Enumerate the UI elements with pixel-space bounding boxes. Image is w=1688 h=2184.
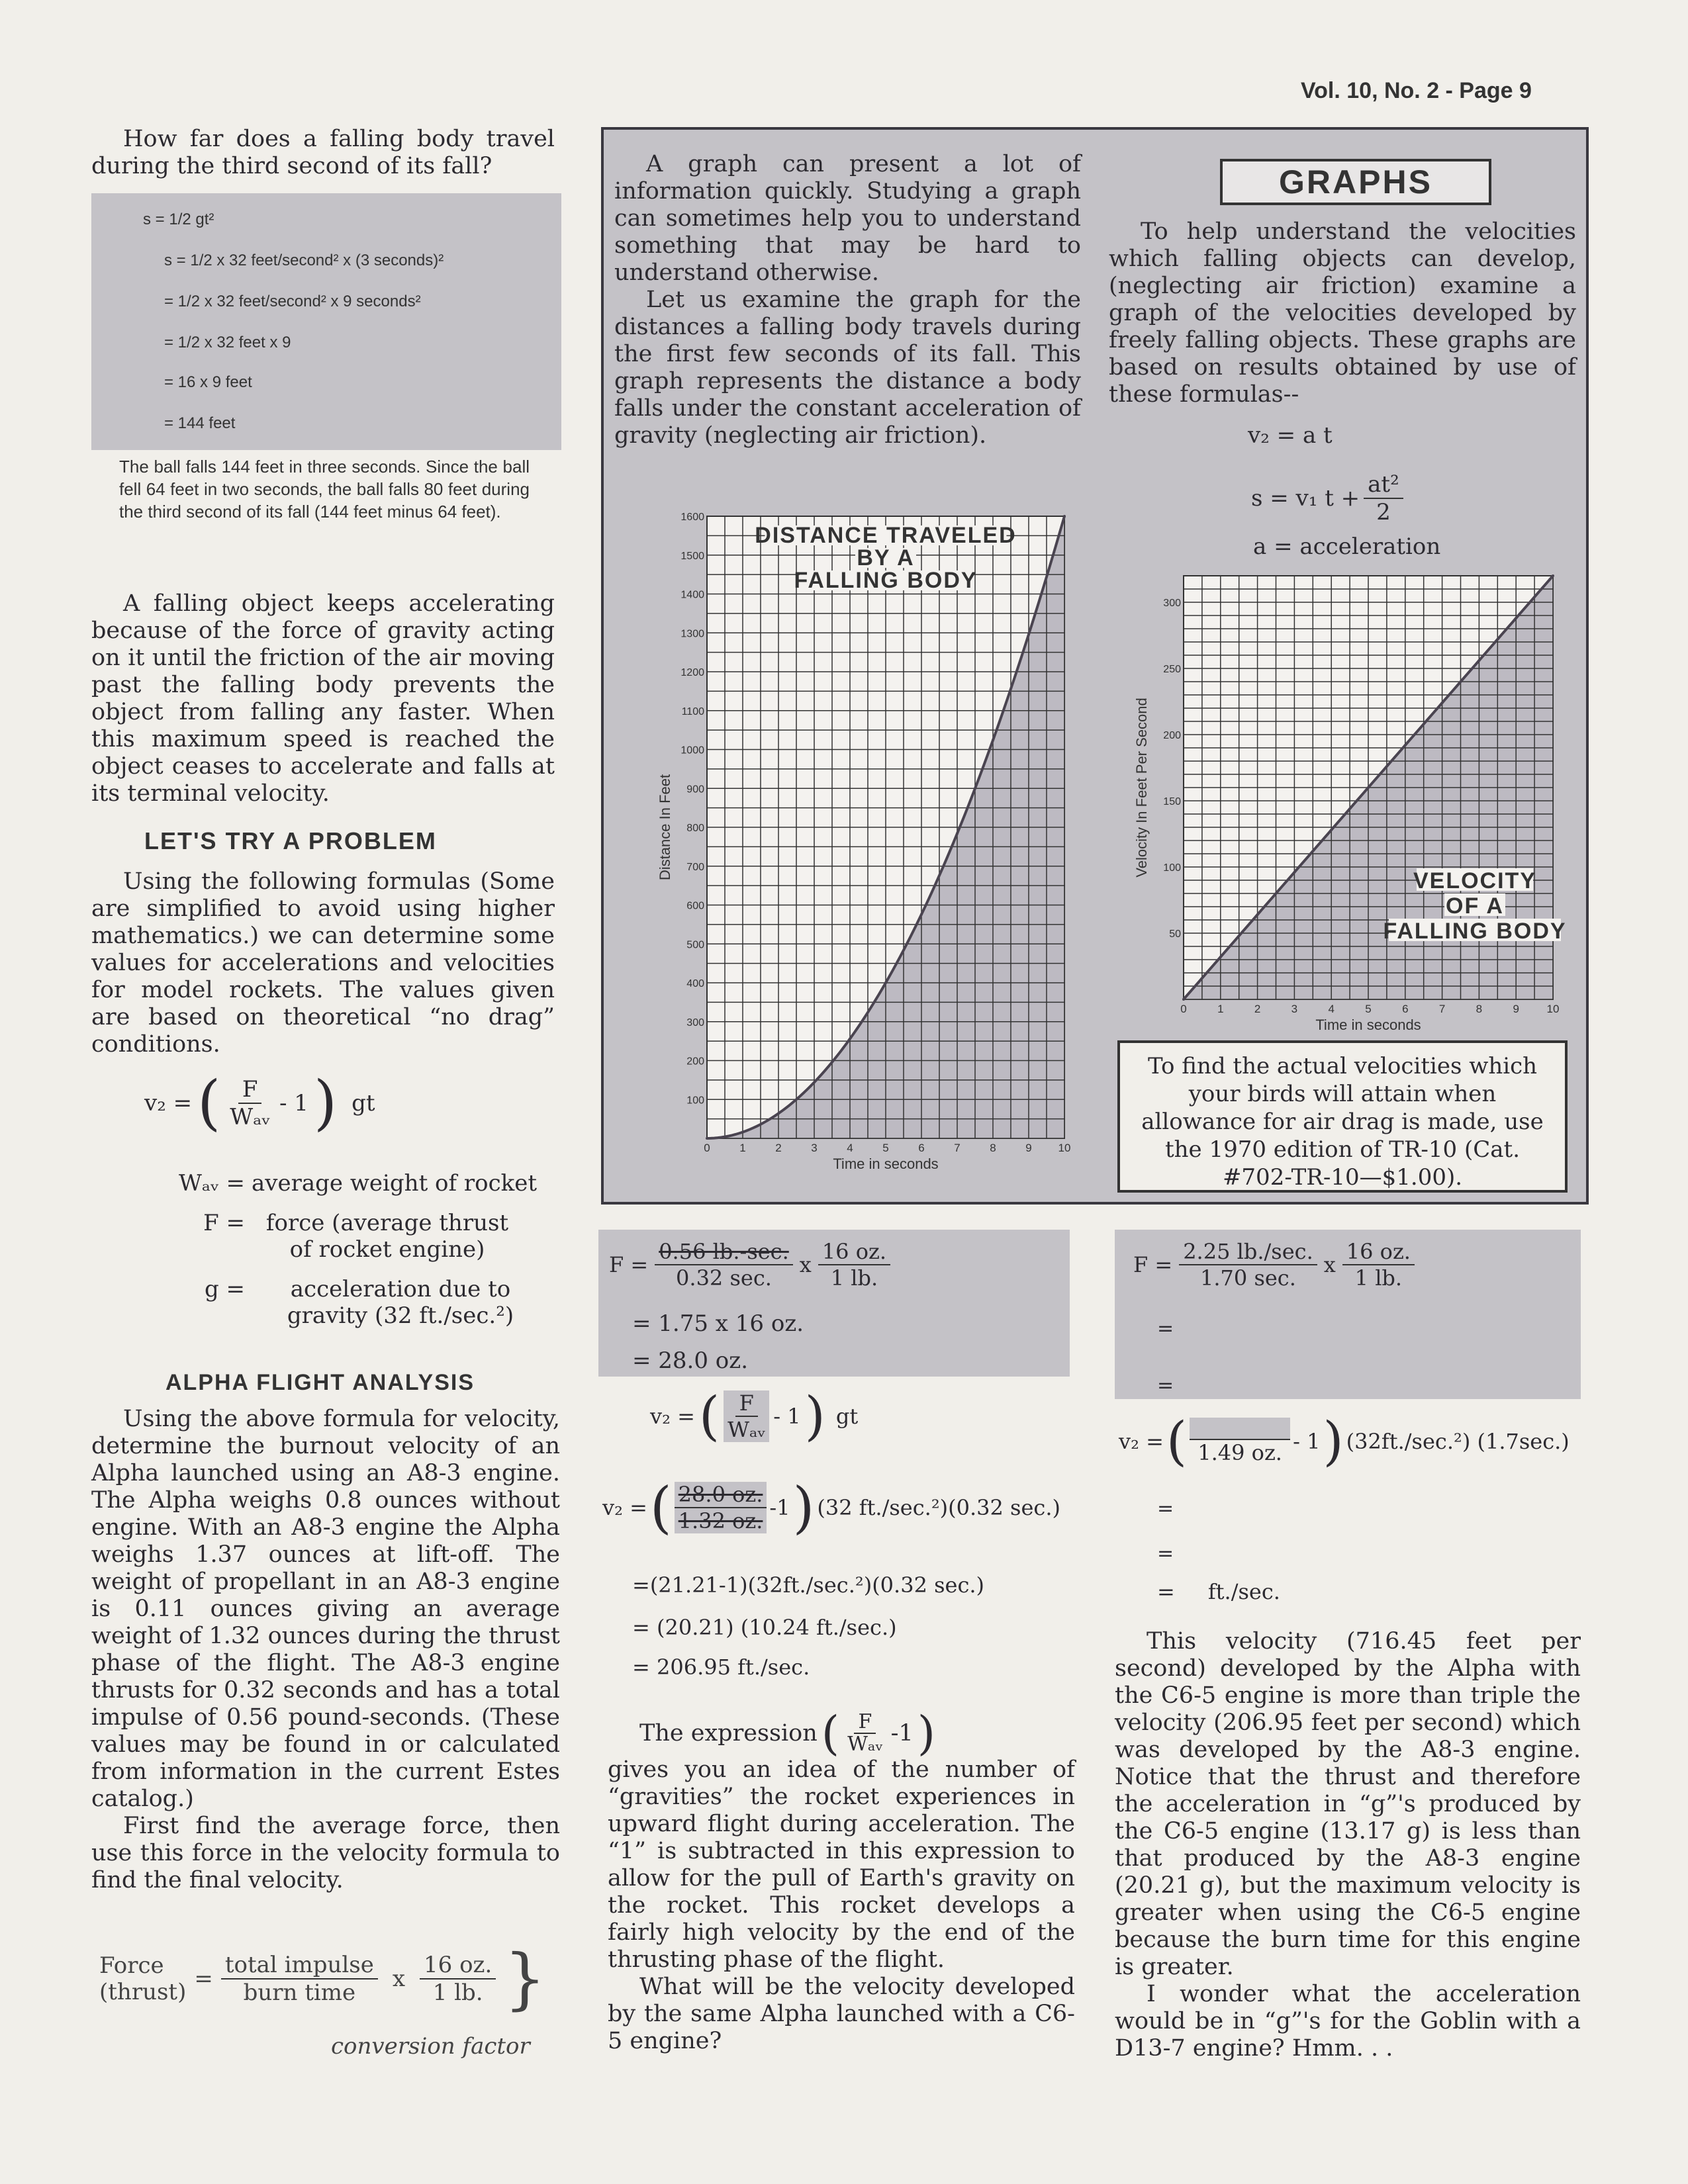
data-point — [956, 832, 959, 835]
right-velocity-line: v₂ = ( 1.49 oz. - 1 ) (32ft./sec.²) (1.7sec.) — [1119, 1410, 1570, 1472]
x-tick-label: 0 — [704, 1142, 710, 1154]
question-text: How far does a falling body travel during the third second of its fall? — [91, 126, 555, 179]
x-tick-label: 7 — [1438, 1003, 1446, 1015]
y-tick-label: 1300 — [680, 628, 704, 640]
y-tick-label: 1600 — [680, 512, 704, 523]
x-tick-label: 2 — [1254, 1003, 1261, 1015]
y-tick-label: 300 — [686, 1017, 704, 1028]
y-tick-label: 100 — [686, 1095, 704, 1107]
data-point — [741, 1131, 744, 1134]
x-tick-label: 6 — [1402, 1003, 1409, 1015]
calc-line-4: = 1/2 x 32 feet x 9 — [164, 334, 291, 351]
x-tick-label: 1 — [739, 1142, 746, 1154]
alpha-paragraph-1: Using the above formula for velocity, determine the burnout velocity of an Alpha launched using an A8-3 engine. The Alpha weighs 0.8 ounces without engine. With an A8-3 engine the Alpha weighs 1.37 ounces at lift-off. The weight of propellant in an A8-3 engine is 0.11 ounces giving an average weight of 1.32 ounces during the thrust phase of the flight. The A8-3 engine thrusts for 0.32 seconds and has a total impulse of 0.56 pound-seconds. (These values may be found in or calculated from information in the current Estes catalog.) — [91, 1406, 560, 1812]
impulse-fraction: $\frac{\text{total impulse}}{\text{burn time}}$ — [221, 1952, 378, 2006]
middle-force-step-1: = 1.75 x 16 oz. — [632, 1310, 804, 1337]
x-tick-label: 3 — [811, 1142, 818, 1154]
y-tick-label: 1200 — [680, 667, 704, 678]
formula-gt: gt — [352, 1090, 375, 1116]
x-tick-label: 5 — [1365, 1003, 1372, 1015]
x-tick-label: 4 — [847, 1142, 853, 1154]
y-tick-label: 1100 — [681, 705, 704, 717]
expression-lead: The expression — [639, 1719, 818, 1747]
problem-paragraph — [91, 868, 555, 1058]
boxed-formula-1: v₂ = a t — [1248, 422, 1333, 449]
right-paragraphs — [1115, 1628, 1581, 2062]
graph-intro — [614, 151, 1081, 449]
right-force-line: F = $\frac{2.25 lb./\sec.}{1.70 \sec.}$ x $\frac{16 oz.}{1 lb.}$ — [1133, 1239, 1415, 1291]
data-point — [1027, 633, 1030, 636]
x-axis-label: Time in seconds — [833, 1156, 939, 1172]
conversion-fraction: $\frac{16 oz.}{1 lb.}$ — [420, 1952, 496, 2006]
y-tick-label: 1500 — [680, 550, 704, 562]
terminal-velocity-paragraph — [91, 590, 555, 807]
y-tick-label: 1000 — [680, 745, 704, 756]
x-tick-label: 9 — [1513, 1003, 1519, 1015]
conversion-factor-note: conversion factor — [331, 2033, 530, 2060]
x-tick-label: 6 — [918, 1142, 925, 1154]
middle-force-line: F = $\frac{0.56 lb.-\sec.}{0.32 \sec.}$ x $\frac{16 oz.}{1 lb.}$ — [609, 1239, 890, 1291]
alpha-paragraphs — [91, 1406, 560, 1894]
y-axis-label: Velocity In Feet Per Second — [1133, 698, 1150, 878]
data-point — [1182, 998, 1185, 1001]
formula-numerator: F — [238, 1076, 262, 1104]
chart-title-line: BY A — [857, 545, 915, 570]
definition-wav: Wₐᵥ = average weight of rocket — [178, 1170, 538, 1197]
air-drag-note-box — [1117, 1040, 1568, 1193]
comparison-paragraph: This velocity (716.45 feet per second) developed by the Alpha with the C6-5 engine is more than triple the velocity (206.95 feet per second) which was developed by the A8-3 engine. Notice that the thrust and therefore the acceleration in “g”'s produced by the C6-5 engine (13.17 g) is less than that produced by the A8-3 engine (20.21 g), but the maximum velocity is greater when using the C6-5 engine because the burn time for this engine is greater. — [1115, 1628, 1581, 1980]
boxed-formula-2: s = v₁ t + $\frac{\text{at²}}{2}$ — [1251, 471, 1403, 525]
middle-force-step-2: = 28.0 oz. — [632, 1347, 748, 1374]
calc-line-3: = 1/2 x 32 feet/second² x 9 seconds² — [164, 293, 421, 310]
definitions-list — [126, 1170, 549, 1329]
graph-intro-paragraph-1: A graph can present a lot of information quickly. Studying a graph can sometimes help you to understand something that may be hard to understand otherwise. — [614, 151, 1081, 286]
calc-line-1: s = 1/2 gt² — [143, 210, 214, 228]
data-point — [1441, 702, 1444, 704]
graph-intro-paragraph-2: Let us examine the graph for the distances a falling body travels during the first few seconds of its fall. This graph represents the distance a body falls under the constant acceleration of gravity (neglecting air friction). — [614, 287, 1081, 449]
data-point — [920, 913, 923, 916]
x-tick-label: 4 — [1328, 1003, 1335, 1015]
c6-question: What will be the velocity developed by the same Alpha launched with a C6-5 engine? — [608, 1974, 1075, 2054]
y-tick-label: 1400 — [680, 589, 704, 601]
middle-velocity-step-1: =(21.21-1)(32ft./sec.²)(0.32 sec.) — [632, 1572, 985, 1598]
question-paragraph — [91, 126, 555, 180]
calc-line-5: = 16 x 9 feet — [164, 373, 252, 391]
data-point — [1515, 617, 1517, 619]
x-tick-label: 9 — [1025, 1142, 1032, 1154]
x-axis-label: Time in seconds — [1315, 1017, 1421, 1033]
right-blank-step-1: = — [1157, 1317, 1174, 1340]
x-tick-label: 10 — [1546, 1003, 1560, 1015]
alpha-heading: ALPHA FLIGHT ANALYSIS — [165, 1370, 475, 1395]
problem-text: Using the following formulas (Some are simplified to avoid using higher mathematics.) we can determine some values for accelerations and velocities for model rockets. The values given are based on theoretical “no drag” conditions. — [91, 868, 555, 1058]
graphs-title-box — [1220, 159, 1491, 205]
terminal-velocity-text: A falling object keeps accelerating because of the force of gravity acting on it until the friction of the air moving past the falling body prevents the object from falling any faster. When this maximum speed is reached the object ceases to accelerate and falls at its terminal velocity. — [91, 590, 555, 807]
data-point — [706, 1137, 708, 1140]
data-point — [1330, 829, 1333, 831]
air-drag-note: To find the actual velocities which your birds will attain when allowance for air drag is made, use the 1970 edition of TR-10 (Cat. #702-TR-10—$1.00). — [1141, 1053, 1544, 1191]
calc-line-2: s = 1/2 x 32 feet/second² x (3 seconds)² — [164, 251, 444, 269]
data-point — [992, 739, 994, 741]
calculation-caption: The ball falls 144 feet in three seconds. Since the ball fell 64 feet in two seconds, the ball falls 80 feet during the third second of its fall (144 feet minus 64 feet). — [119, 457, 530, 522]
formula-minus-one: - 1 — [279, 1090, 308, 1116]
chart-title-line: VELOCITY — [1413, 868, 1537, 893]
y-tick-label: 250 — [1163, 664, 1181, 675]
force-formula: Force (thrust) = $\frac{\text{total impulse}}{\text{burn time}}$ x $\frac{16 oz.}{1 lb.}$ } — [99, 1940, 546, 2017]
data-point — [1219, 956, 1222, 958]
formula-v2: v₂ = — [144, 1090, 193, 1116]
formula-fraction — [226, 1076, 274, 1130]
y-tick-label: 200 — [686, 1056, 704, 1068]
problem-heading: LET'S TRY A PROBLEM — [144, 827, 437, 854]
velocity-formula: v₂ = ( $\frac{F}{\text{Wₐᵥ}}$ - 1 ) gt — [144, 1068, 375, 1138]
y-tick-label: 900 — [686, 784, 704, 796]
velocity-chart — [1104, 564, 1581, 1034]
y-tick-label: 200 — [1163, 730, 1181, 741]
data-point — [1293, 871, 1295, 874]
alpha-paragraph-2: First find the average force, then use this force in the velocity formula to find the final velocity. — [91, 1813, 560, 1893]
x-tick-label: 7 — [954, 1142, 961, 1154]
data-point — [884, 981, 887, 984]
right-result-unit: ft./sec. — [1207, 1579, 1280, 1604]
data-point — [1477, 659, 1480, 662]
expression-paragraph: The expression ( $\frac{F}{\text{Wₐᵥ}}$ -1 ) gives you an idea of the number of “gravities” the rocket experiences in upward flight during acceleration. The “1” is subtracted in this expression to allow for the pull of Earth's gravity on the rocket. This rocket develops a fairly high velocity by the end of the thrusting phase of the flight. What will be the velocity developed by the same Alpha launched with a C6-5 engine? — [608, 1706, 1075, 2054]
y-axis-label: Distance In Feet — [657, 774, 673, 881]
x-tick-label: 0 — [1180, 1003, 1187, 1015]
formula-denominator: Wₐᵥ — [230, 1104, 270, 1130]
velocity-intro — [1109, 218, 1576, 408]
velocity-intro-text: To help understand the velocities which falling objects can develop, (neglecting air friction) examine a graph of the velocities developed by freely falling objects. These graphs are based on results obtained by use of these formulas-- — [1109, 218, 1576, 408]
y-tick-label: 600 — [686, 900, 704, 912]
boxed-formula-3: a = acceleration — [1253, 533, 1441, 560]
expression-text: gives you an idea of the number of “gravities” the rocket experiences in upward flight during acceleration. The “1” is subtracted in this expression to allow for the pull of Earth's gravity on the rocket. This rocket develops a fairly high velocity by the end of the thrusting phase of the flight. — [608, 1756, 1075, 1973]
thrust-label: (thrust) — [99, 1979, 187, 2005]
data-point — [849, 1038, 851, 1040]
y-tick-label: 50 — [1169, 929, 1181, 940]
x-tick-label: 1 — [1217, 1003, 1224, 1015]
data-point — [777, 1112, 780, 1115]
x-tick-label: 10 — [1058, 1142, 1071, 1154]
x-tick-label: 8 — [990, 1142, 996, 1154]
data-point — [1367, 786, 1370, 789]
middle-velocity-generic: v₂ = ( $\frac{F}{\text{Wₐᵥ}}$ - 1 ) gt — [650, 1385, 859, 1447]
middle-velocity-substituted: v₂ = ( $\frac{28.0 oz.}{1.32 oz.}$ -1 ) (32 ft./sec.²)(0.32 sec.) — [602, 1475, 1060, 1540]
data-point — [1404, 744, 1407, 747]
definition-gravity: g = acceleration due to gravity (32 ft./sec.²) — [204, 1276, 514, 1329]
right-blank-step-5: = ft./sec. — [1157, 1579, 1280, 1604]
goblin-question: I wonder what the acceleration would be in “g”'s for the Goblin with a D13-7 engine? Hmm. . . — [1115, 1981, 1581, 2062]
y-tick-label: 100 — [1163, 862, 1181, 874]
data-point — [1552, 574, 1554, 577]
y-tick-label: 300 — [1163, 598, 1181, 609]
calc-line-6: = 144 feet — [164, 414, 236, 432]
y-tick-label: 150 — [1163, 796, 1181, 807]
x-tick-label: 2 — [775, 1142, 782, 1154]
x-tick-label: 8 — [1476, 1003, 1483, 1015]
chart-title-line: FALLING BODY — [1383, 919, 1567, 944]
chart-title-line: FALLING BODY — [794, 568, 978, 593]
x-tick-label: 3 — [1291, 1003, 1298, 1015]
y-tick-label: 700 — [686, 861, 704, 873]
chart-title-line: DISTANCE TRAVELED — [755, 523, 1017, 548]
calculation-box — [91, 193, 561, 450]
right-blank-step-3: = — [1157, 1497, 1174, 1520]
y-tick-label: 800 — [686, 823, 704, 834]
distance-chart — [614, 503, 1091, 1198]
chart-title-line: OF A — [1446, 893, 1504, 919]
data-point — [1063, 515, 1066, 518]
y-tick-label: 500 — [686, 939, 704, 951]
page-reference: Vol. 10, No. 2 - Page 9 — [1301, 78, 1532, 103]
data-point — [1256, 913, 1259, 916]
data-point — [813, 1081, 816, 1083]
middle-velocity-step-2: = (20.21) (10.24 ft./sec.) — [632, 1615, 897, 1640]
definition-force: F = force (average thrust of rocket engine) — [203, 1210, 509, 1263]
middle-velocity-step-3: = 206.95 ft./sec. — [632, 1655, 810, 1680]
graphs-title: GRAPHS — [1279, 163, 1432, 201]
x-tick-label: 5 — [882, 1142, 889, 1154]
right-blank-step-2: = — [1157, 1374, 1174, 1397]
y-tick-label: 400 — [686, 978, 704, 989]
force-label: Force — [99, 1952, 164, 1979]
right-blank-step-4: = — [1157, 1542, 1174, 1565]
